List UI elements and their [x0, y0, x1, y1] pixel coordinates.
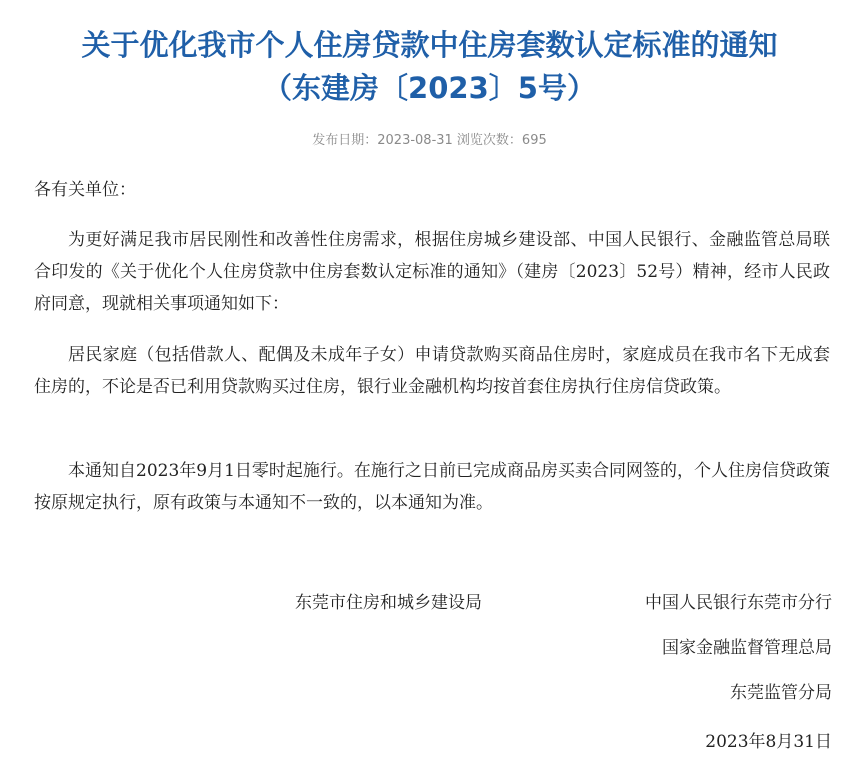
signature-date: 2023年8月31日: [705, 732, 832, 752]
signature-dongguan-office: 东莞监管分局: [730, 683, 832, 703]
paragraph-1: 为更好满足我市居民刚性和改善性住房需求，根据住房城乡建设部、中国人民银行、金融监管总局联合印发的《关于优化个人住房贷款中住房套数认定标准的通知》（建房〔2023〕52号）精神，经市人民政府同意，现就相关事项通知如下：: [34, 230, 830, 314]
document-title-line1: 关于优化我市个人住房贷款中住房套数认定标准的通知: [81, 28, 778, 62]
document-title-line2: （东建房〔2023〕5号）: [263, 71, 596, 105]
signature-pboc-branch: 中国人民银行东莞市分行: [645, 593, 832, 613]
signature-housing-bureau: 东莞市住房和城乡建设局: [295, 593, 482, 613]
publish-meta: 发布日期：2023-08-31 浏览次数：695: [312, 133, 547, 148]
salutation: 各有关单位：: [34, 180, 136, 200]
paragraph-3: 本通知自2023年9月1日零时起施行。在施行之日前已完成商品房买卖合同网签的，个人住房信贷政策按原规定执行，原有政策与本通知不一致的，以本通知为准。: [34, 461, 830, 513]
paragraph-2: 居民家庭（包括借款人、配偶及未成年子女）申请贷款购买商品住房时，家庭成员在我市名下无成套住房的，不论是否已利用贷款购买过住房，银行业金融机构均按首套住房执行住房信贷政策。: [34, 345, 830, 397]
signature-nfra: 国家金融监督管理总局: [662, 638, 832, 658]
